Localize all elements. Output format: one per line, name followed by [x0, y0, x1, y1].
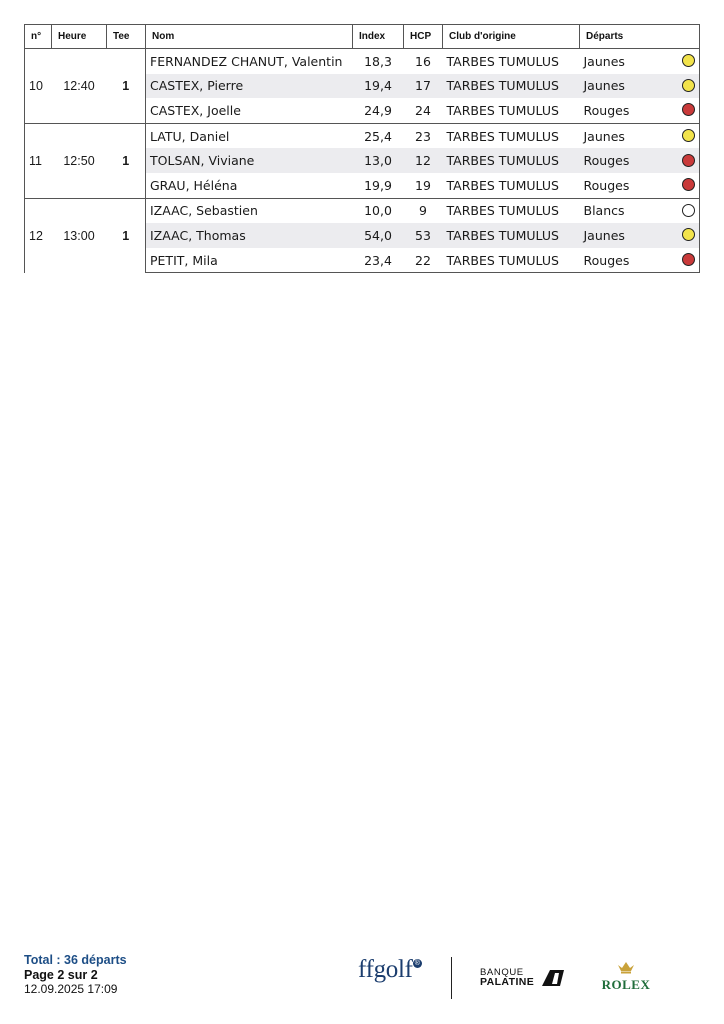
player-club-cell [443, 123, 580, 148]
player-hcp: 23 [415, 128, 431, 144]
player-hcp-cell [404, 148, 443, 173]
player-index: 18,3 [364, 53, 392, 69]
player-name-cell [146, 49, 353, 74]
player-club: TARBES TUMULUS [446, 78, 559, 94]
table-header [25, 25, 700, 49]
total-count: Total : 36 départs [24, 953, 127, 967]
player-index-cell [353, 49, 404, 74]
table-row [25, 49, 700, 74]
page-number: Page 2 sur 2 [24, 968, 98, 982]
tee-color-dot [682, 79, 695, 92]
header-club: Club d'origine [443, 25, 580, 49]
player-depart: Rouges [583, 252, 630, 268]
player-depart: Jaunes [583, 78, 625, 94]
player-name: IZAAC, Thomas [150, 227, 246, 243]
player-index-cell [353, 173, 404, 198]
player-hcp: 53 [415, 227, 431, 243]
player-index-cell [353, 74, 404, 99]
player-hcp-cell [404, 74, 443, 99]
player-hcp-cell [404, 248, 443, 273]
tee-color-dot [682, 129, 695, 142]
player-index: 19,9 [364, 177, 392, 193]
player-club: TARBES TUMULUS [446, 53, 559, 69]
player-name-cell [146, 248, 353, 273]
tee-number: 1 [107, 198, 146, 273]
tee-times-table [24, 24, 700, 273]
player-depart-cell [580, 98, 700, 123]
player-club-cell [443, 223, 580, 248]
player-hcp-cell [404, 123, 443, 148]
player-club-cell [443, 173, 580, 198]
group-number: 10 [25, 49, 52, 124]
header-no: n° [25, 25, 52, 49]
table-row [25, 198, 700, 223]
tee-time: 13:00 [52, 198, 107, 273]
logo-divider [451, 957, 452, 999]
banque-palatine-logo [480, 968, 534, 987]
player-hcp: 17 [415, 78, 431, 94]
header-departs: Départs [580, 25, 700, 49]
player-name-cell [146, 173, 353, 198]
player-name-cell [146, 74, 353, 99]
player-club: TARBES TUMULUS [446, 203, 559, 219]
player-club-cell [443, 248, 580, 273]
player-index: 10,0 [364, 203, 392, 219]
player-index-cell [353, 198, 404, 223]
player-hcp: 12 [415, 153, 431, 169]
player-index-cell [353, 248, 404, 273]
player-index: 19,4 [364, 78, 392, 94]
player-hcp: 24 [415, 102, 431, 118]
player-name: GRAU, Héléna [150, 177, 238, 193]
banque-line2: PALATINE [480, 976, 535, 988]
player-depart-cell [580, 74, 700, 99]
player-club-cell [443, 198, 580, 223]
player-club: TARBES TUMULUS [446, 227, 559, 243]
rolex-wordmark: ROLEX [601, 977, 651, 992]
tee-color-dot [682, 253, 695, 266]
player-index: 25,4 [364, 128, 392, 144]
player-hcp: 9 [419, 203, 427, 219]
player-club: TARBES TUMULUS [446, 153, 559, 169]
player-index-cell [353, 223, 404, 248]
tee-color-dot [682, 228, 695, 241]
tee-number: 1 [107, 123, 146, 198]
player-name: FERNANDEZ CHANUT, Valentin [150, 53, 343, 69]
tee-color-dot [682, 54, 695, 67]
crown-icon [617, 961, 635, 974]
player-name: TOLSAN, Viviane [150, 153, 255, 169]
player-depart-cell [580, 248, 700, 273]
player-club-cell [443, 49, 580, 74]
footer-info [24, 953, 127, 996]
player-depart-cell [580, 223, 700, 248]
header-nom: Nom [146, 25, 353, 49]
player-hcp: 19 [415, 177, 431, 193]
player-name: CASTEX, Joelle [150, 102, 241, 118]
group-number: 11 [25, 123, 52, 198]
player-club-cell [443, 74, 580, 99]
player-index: 54,0 [364, 227, 392, 243]
print-date: 12.09.2025 17:09 [24, 982, 118, 996]
player-name-cell [146, 223, 353, 248]
player-club-cell [443, 98, 580, 123]
registered-icon: ® [413, 959, 422, 968]
player-club: TARBES TUMULUS [446, 177, 559, 193]
player-depart-cell [580, 49, 700, 74]
player-club: TARBES TUMULUS [446, 252, 559, 268]
player-depart: Rouges [583, 102, 630, 118]
header-heure: Heure [52, 25, 107, 49]
header-tee: Tee [107, 25, 146, 49]
player-depart: Jaunes [583, 128, 625, 144]
player-name-cell [146, 98, 353, 123]
player-hcp-cell [404, 173, 443, 198]
player-depart: Jaunes [583, 53, 625, 69]
player-hcp-cell [404, 98, 443, 123]
player-depart-cell [580, 148, 700, 173]
player-depart: Jaunes [583, 227, 625, 243]
player-club-cell [443, 148, 580, 173]
player-name-cell [146, 123, 353, 148]
player-index-cell [353, 148, 404, 173]
player-depart-cell [580, 198, 700, 223]
player-depart: Rouges [583, 177, 630, 193]
player-hcp-cell [404, 223, 443, 248]
player-index-cell [353, 123, 404, 148]
header-index: Index [353, 25, 404, 49]
player-hcp: 22 [415, 252, 431, 268]
tee-number: 1 [107, 49, 146, 124]
player-hcp-cell [404, 198, 443, 223]
player-depart-cell [580, 123, 700, 148]
tee-color-dot [682, 178, 695, 191]
rolex-logo [596, 961, 656, 993]
tee-color-dot [682, 154, 695, 167]
player-name: CASTEX, Pierre [150, 78, 244, 94]
player-index: 13,0 [364, 153, 392, 169]
player-index: 24,9 [364, 102, 392, 118]
player-hcp-cell [404, 49, 443, 74]
ffgolf-wordmark: ffgolf [358, 956, 413, 983]
player-depart: Rouges [583, 153, 630, 169]
player-index-cell [353, 98, 404, 123]
player-depart: Blancs [583, 203, 625, 219]
player-hcp: 16 [415, 53, 431, 69]
tee-time: 12:40 [52, 49, 107, 124]
player-club: TARBES TUMULUS [446, 102, 559, 118]
table-row [25, 123, 700, 148]
player-name: PETIT, Mila [150, 252, 218, 268]
banque-line1: BANQUE [480, 967, 524, 978]
tee-color-dot [682, 204, 695, 217]
player-name: IZAAC, Sebastien [150, 203, 258, 219]
player-name-cell [146, 198, 353, 223]
tee-color-dot [682, 103, 695, 116]
ffgolf-logo [358, 956, 422, 984]
player-index: 23,4 [364, 252, 392, 268]
player-depart-cell [580, 173, 700, 198]
player-name: LATU, Daniel [150, 128, 230, 144]
player-club: TARBES TUMULUS [446, 128, 559, 144]
header-hcp: HCP [404, 25, 443, 49]
player-name-cell [146, 148, 353, 173]
sail-icon [540, 968, 566, 988]
group-number: 12 [25, 198, 52, 273]
tee-time: 12:50 [52, 123, 107, 198]
